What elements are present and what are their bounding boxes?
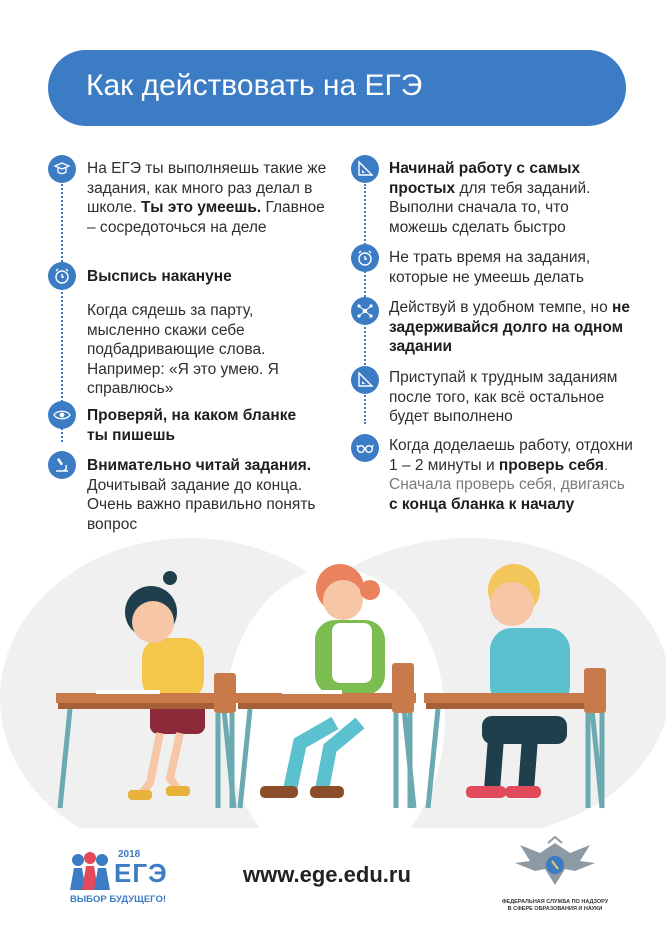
alarm-clock-icon <box>48 262 76 290</box>
federal-service-emblem <box>500 835 610 912</box>
microscope-icon <box>48 451 76 479</box>
page-title: Как действовать на ЕГЭ <box>86 69 423 102</box>
logo-text: ЕГЭ <box>114 858 168 888</box>
ege-people-icon <box>66 852 114 892</box>
alarm-clock-icon-2 <box>351 244 379 272</box>
graduate-icon <box>48 155 76 183</box>
ruler-triangle-icon-2 <box>351 366 379 394</box>
glasses-icon <box>351 434 379 462</box>
right-item-3: Действуй в удобном темпе, но не задерживайся долго на одном задании <box>389 299 630 355</box>
students-illustration <box>0 528 666 828</box>
left-item-5: Внимательно читай задания. Дочитывай задание до конца. Очень важно правильно понять вопрос <box>87 457 316 533</box>
left-item-1: На ЕГЭ ты выполняешь такие же задания, как много раз делал в школе. Ты это умеешь. Главное – сосредоточься на деле <box>87 160 327 236</box>
right-item-4: Приступай к трудным заданиям после того, как всё остальное будет выполнено <box>389 369 618 425</box>
right-item-1: Начинай работу с самых простых для тебя заданий. Выполни сначала то, что можешь сделать быстро <box>389 160 591 236</box>
title-banner <box>48 50 626 126</box>
right-item-2: Не трать время на задания, которые не умеешь делать <box>389 249 591 286</box>
eagle-emblem-icon <box>500 835 610 897</box>
left-item-4: Проверяй, на каком бланке ты пишешь <box>87 407 297 444</box>
right-item-5: Когда доделаешь работу, отдохни 1 – 2 минуты и проверь себя. Сначала проверь себя, двигаясь с конца бланка к началу <box>389 437 633 513</box>
left-item-3: Когда сядешь за парту, мысленно скажи себе подбадривающие слова. Например: «Я это умею. Я справлюсь» <box>87 302 279 397</box>
logo-tagline: ВЫБОР БУДУЩЕГО! <box>70 894 166 905</box>
left-item-2: Выспись накануне <box>87 268 232 285</box>
eye-icon <box>48 401 76 429</box>
logo-year: 2018 <box>118 849 141 860</box>
ruler-triangle-icon <box>351 155 379 183</box>
agency-name: ФЕДЕРАЛЬНАЯ СЛУЖБА ПО НАДЗОРУ В СФЕРЕ ОБРАЗОВАНИЯ И НАУКИ <box>501 899 609 912</box>
molecule-icon <box>351 297 379 325</box>
website-link[interactable]: www.ege.edu.ru <box>243 862 411 887</box>
